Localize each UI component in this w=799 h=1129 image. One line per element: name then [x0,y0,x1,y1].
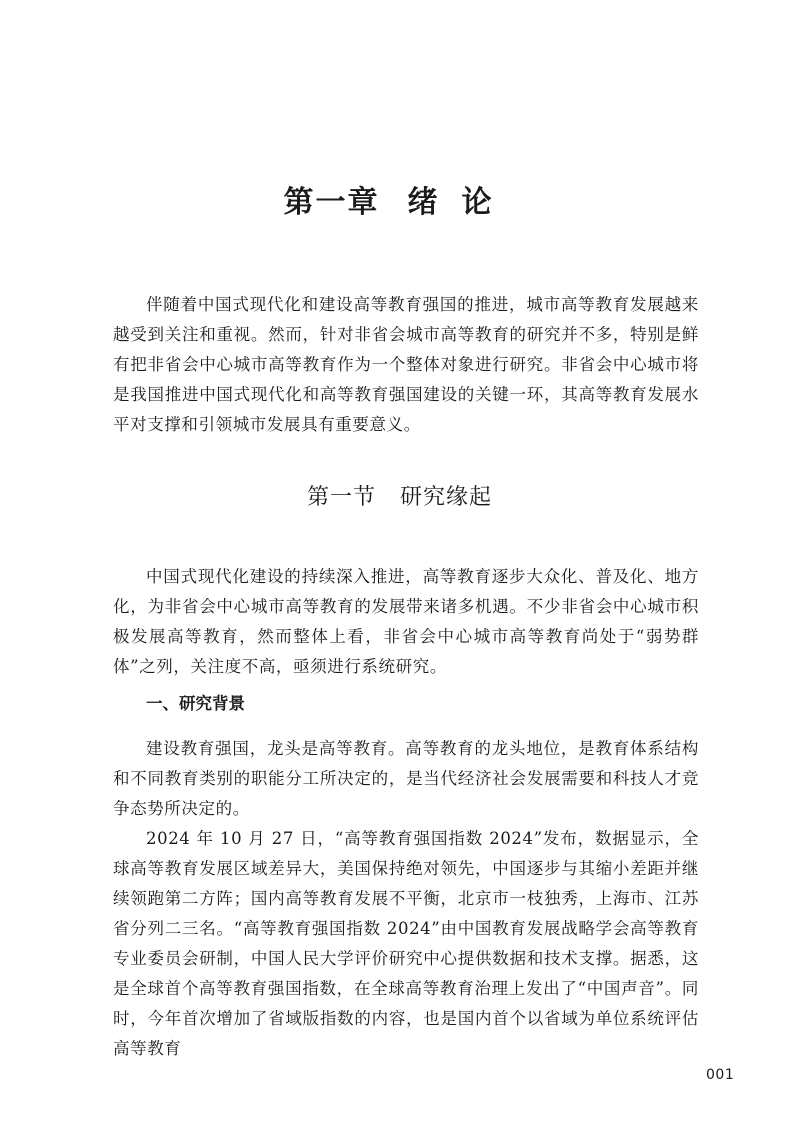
body-paragraph-2: 2024 年 10 月 27 日，“高等教育强国指数 2024”发布，数据显示，全球高等教育发展区域差异大，美国保持绝对领先，中国逐步与其缩小差距并继续领跑第二方阵；国内高等教育发展不平衡，北京市一枝独秀，上海市、江苏省分列二三名。“高等教育强国指数 2024”由中国教育发展战略学会高等教育专业委员会研制，中国人民大学评价研究中心提供数据和技术支撑。据悉，这是全球首个高等教育强国指数，在全球高等教育治理上发出了“中国声音”。同时，今年首次增加了省域版指数的内容，也是国内首个以省域为单位系统评估高等教育 [113,829,699,1058]
section-label: 第一节 [306,485,376,510]
intro-paragraph: 伴随着中国式现代化和建设高等教育强国的推进，城市高等教育发展越来越受到关注和重视。然而，针对非省会城市高等教育的研究并不多，特别是鲜有把非省会中心城市高等教育作为一个整体对象进行研究。非省会中心城市将是我国推进中国式现代化和高等教育强国建设的关键一环，其高等教育发展水平对支撑和引领城市发展具有重要意义。 [113,295,699,434]
chapter-name: 绪论 [407,185,516,220]
page-number: 001 [706,1067,735,1083]
body-paragraph-1: 建设教育强国，龙头是高等教育。高等教育的龙头地位，是教育体系结构和不同教育类别的职能分工所决定的，是当代经济社会发展需要和科技人才竞争态势所决定的。 [113,739,699,818]
section-intro-block [113,562,699,682]
section-paragraph: 中国式现代化建设的持续深入推进，高等教育逐步大众化、普及化、地方化，为非省会中心城市高等教育的发展带来诸多机遇。不少非省会中心城市积极发展高等教育，然而整体上看，非省会中心城市高等教育尚处于“弱势群体”之列，关注度不高，亟须进行系统研究。 [113,567,699,676]
section-name: 研究缘起 [400,485,493,510]
subsection-title: 一、研究背景 [146,694,245,713]
chapter-title [0,183,799,223]
chapter-label: 第一章 [283,185,380,220]
intro-block [113,290,699,440]
subsection-body [113,734,699,1064]
section-title [0,482,799,514]
